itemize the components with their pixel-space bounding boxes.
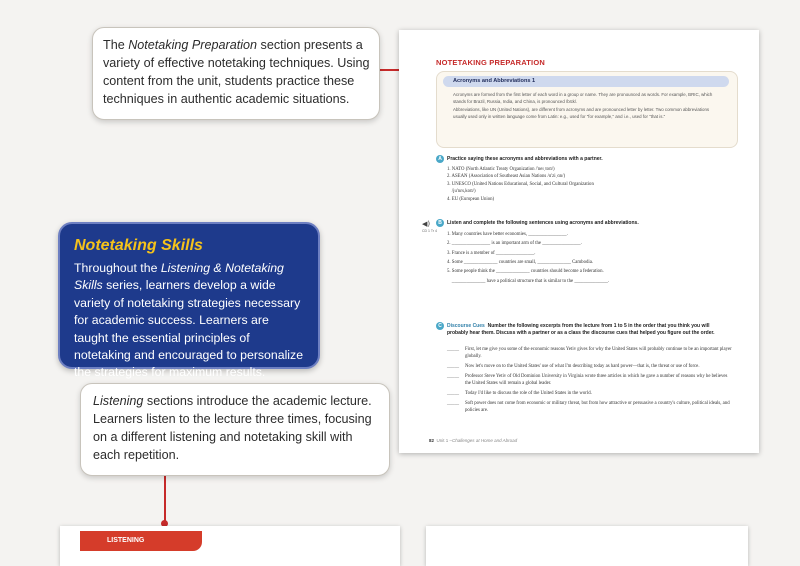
list-item: 1. Many countries have better economies, ________________. [447, 232, 568, 237]
exercise-c-badge: C [436, 322, 444, 330]
audio-speaker-icon[interactable]: ◀) [422, 220, 431, 228]
item-text: Professor Steve Yetiv of Old Dominion University in Virginia wrote three articles in which he gave a number of reasons why he believes the United States will remain a global leader. [465, 373, 728, 386]
item-text: Soft power does not come from economic or military threat, but from how attractive or persuasive a country's culture, political ideals, and policies are. [465, 400, 730, 413]
box-paragraph: Abbreviations, like UN (United Nations), are different from acronyms and are pronounced letter by letter. Two common abbreviations usually used only in written language come from Latin: e.g., used for "for example," and i.e., used for "that is." [453, 107, 710, 119]
page-footer [429, 438, 517, 443]
exercise-a-badge: A [436, 155, 444, 163]
callout-text: The [103, 38, 129, 52]
callout-text: sections introduce the academic lecture. Learners listen to the lecture three times, focusing on a different listening and notetaking skill with each repetition. [93, 394, 372, 462]
acronyms-box [436, 71, 738, 148]
exercise-b-badge: B [436, 219, 444, 227]
answer-blank[interactable]: _____ [447, 347, 459, 352]
box-paragraph: Acronyms are formed from the first letter of each word in a group or name. They are pronounced as words. For example, BRIC, which stands for Brazil, Russia, India, and China, is pronounced /brɪk/. [453, 92, 713, 104]
callout-italic: Notetaking Preparation [128, 38, 258, 52]
exercise-c-items [447, 347, 732, 418]
list-item [447, 391, 732, 398]
acronyms-box-text [453, 92, 723, 120]
callout-notetaking-preparation [92, 27, 380, 120]
list-item: 3. UNESCO (United Nations Educational, Social, and Cultural Organization [447, 181, 594, 187]
list-item: 1. NATO (North Atlantic Treaty Organization /'neɪˌtoʊ/) [447, 167, 555, 172]
answer-blank[interactable]: _____ [447, 373, 459, 379]
item-text: Today I'd like to discuss the role of the United States in the world. [465, 390, 592, 396]
answer-blank[interactable]: _____ [447, 400, 459, 406]
exercise-a-instruction: Practice saying these acronyms and abbreviations with a partner. [447, 156, 603, 162]
list-item [447, 374, 732, 388]
acronyms-box-title: Acronyms and Abbreviations 1 [443, 76, 729, 87]
item-text: First, let me give you some of the economic reasons Yetiv gives for why the United States will probably continue to be an important player globally. [465, 347, 732, 359]
item-text: Now let's move on to the United States' use of what I'm describing today as hard power—that is, the threat or use of force. [465, 363, 700, 369]
list-item: ______________ have a political structure that is similar to the ______________. [447, 278, 610, 284]
next-page-preview [426, 526, 748, 566]
list-item: 4. EU (European Union) [447, 196, 495, 202]
exercise-a-items [447, 166, 594, 203]
exercise-b-instruction: Listen and complete the following sentences using acronyms and abbreviations. [447, 220, 639, 226]
box-italic: Listening & Notetaking Skills [74, 260, 284, 293]
list-item: 2. ASEAN (Association of Southeast Asian Nations /ɑ'ziˌɑn/) [447, 174, 566, 180]
section-title: NOTETAKING PREPARATION [436, 58, 545, 67]
exercise-c-instruction [447, 323, 722, 337]
answer-blank[interactable]: _____ [447, 390, 459, 396]
callout-text: section presents a variety of effective notetaking techniques. Using content from the unit, students practice these techniques in authentic academic situations. [103, 38, 370, 106]
list-item: 3. France is a member of ________________. [447, 250, 536, 256]
listening-tab: LISTENING [80, 531, 202, 551]
callout-listening [80, 383, 390, 476]
exercise-c-heading: Discourse Cues [447, 323, 485, 329]
list-item: 2. ________________ is an important arm of the ________________. [447, 241, 582, 247]
box-text: Throughout the [74, 260, 161, 275]
footer-unit: Unit 1 – [436, 438, 453, 443]
textbook-page [399, 30, 759, 453]
exercise-b-items [447, 230, 609, 286]
list-item: /ju'nɛs,koʊ/) [447, 189, 476, 195]
audio-track-label: CD 1 Tr 4 [422, 229, 437, 233]
list-item [447, 347, 732, 361]
callout-italic: Listening [93, 394, 144, 408]
box-text: series, learners develop a wide variety of notetaking strategies necessary for academic success. Learners are taught the essential principles of notetaking and encouraged to personalize the strategies for maximum results. [74, 278, 304, 380]
list-item [447, 364, 732, 371]
footer-title: Challenges at Home and Abroad [452, 438, 518, 443]
list-item: 4. Some ______________ countries are small, ______________ Cambodia. [447, 260, 594, 266]
list-item [447, 401, 732, 415]
notetaking-skills-box [58, 222, 320, 380]
notetaking-skills-title: Notetaking Skills [74, 237, 203, 254]
page-number: 82 [429, 438, 435, 443]
instruction-text: Number the following excerpts from the lecture from 1 to 5 in the order that you think you will probably hear them. Discuss with a partner or as a class the discourse cues that helped you figure out the order. [447, 323, 715, 336]
answer-blank[interactable]: _____ [447, 363, 459, 369]
list-item: 5. Some people think the ______________ countries should become a federation. [447, 269, 604, 275]
